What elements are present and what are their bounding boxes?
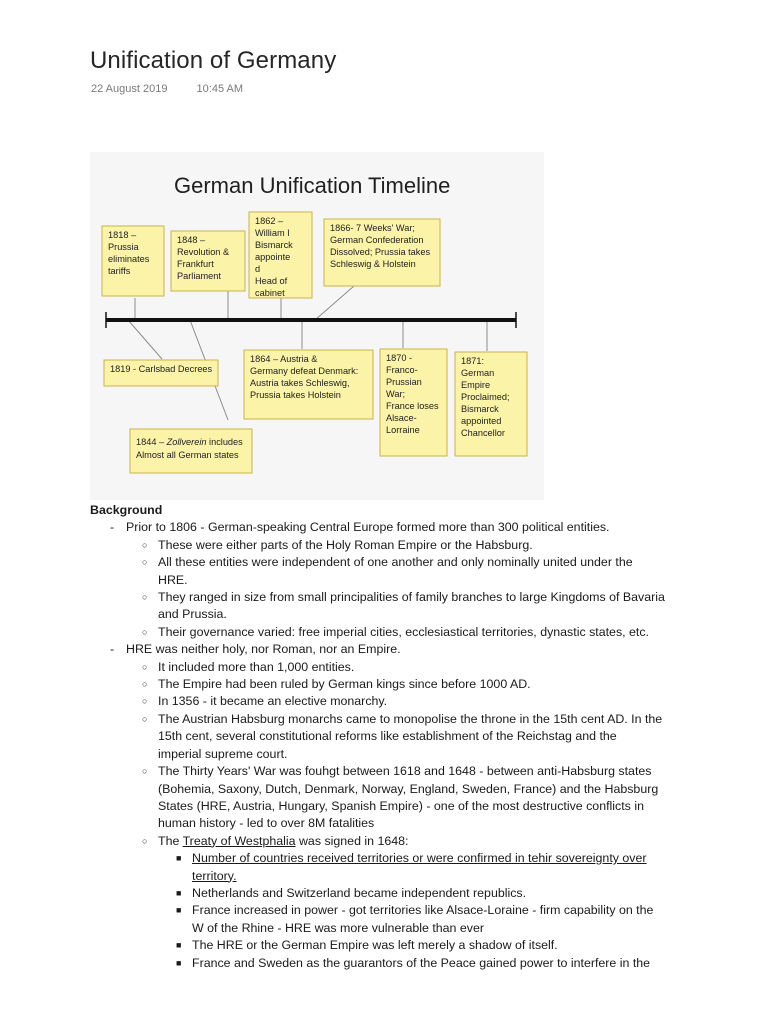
timeline-title: German Unification Timeline <box>174 173 451 198</box>
zollverein-suffix: includes <box>206 437 243 447</box>
circle-bullet-icon: ○ <box>142 835 148 846</box>
bullet-text: HRE was neither holy, nor Roman, nor an Empire. <box>126 642 401 657</box>
bullet-level-2 <box>90 606 710 623</box>
connector <box>128 320 162 359</box>
event-box-line: appointed <box>461 416 502 426</box>
bullet-text: They ranged in size from small principalities of family branches to large Kingdoms of Bavaria <box>158 590 665 605</box>
event-box-above-4 <box>324 219 440 286</box>
bullet-text: Number of countries received territories or were confirmed in tehir sovereignty over <box>192 851 647 866</box>
square-bullet-icon: ■ <box>176 957 182 968</box>
event-box-line: Lorraine <box>386 425 420 435</box>
bullet-level-2 <box>90 659 710 676</box>
bullet-level-2 <box>90 833 710 850</box>
event-box-above-1 <box>102 226 164 296</box>
bullet-level-2 <box>90 572 710 589</box>
event-box-line: 1848 – <box>177 235 206 245</box>
section-heading: Background <box>90 503 163 517</box>
bullet-level-2 <box>90 624 710 641</box>
event-box-line: eliminates <box>108 254 150 264</box>
bullet-text: The Thirty Years' War was fouhgt between 1618 and 1648 - between anti-Habsburg states <box>158 764 652 779</box>
bullet-text: Prior to 1806 - German-speaking Central Europe formed more than 300 political entities. <box>126 520 610 535</box>
bullet-text: HRE. <box>158 572 188 587</box>
event-box-line: War; <box>386 389 406 399</box>
page-time: 10:45 AM <box>196 83 244 95</box>
zollverein-prefix: 1844 – <box>136 437 167 447</box>
circle-bullet-icon: ○ <box>142 661 148 672</box>
bullet-level-2 <box>90 676 710 693</box>
event-box-zollverein <box>130 429 252 473</box>
event-box-above-3 <box>249 212 312 298</box>
page-date: 22 August 2019 <box>91 83 168 95</box>
event-box-line: cabinet <box>255 288 285 298</box>
event-box-line: appointe <box>255 252 291 262</box>
bullet-level-2 <box>90 537 710 554</box>
circle-bullet-icon: ○ <box>142 592 148 603</box>
bullet-text: and Prussia. <box>158 607 227 622</box>
square-bullet-icon: ■ <box>176 905 182 916</box>
timeline-svg <box>90 152 544 500</box>
timeline-figure <box>90 152 544 500</box>
bullet-text: (Bohemia, Saxony, Dutch, Denmark, Norway, England, Sweden, France) and the Habsburg <box>158 781 659 796</box>
event-box-line: Bismarck <box>461 404 499 414</box>
event-box-line: 1864 – Austria & <box>250 354 318 364</box>
bullet-text: territory. <box>192 868 237 883</box>
event-box-line: 1866- 7 Weeks' War; <box>330 223 415 233</box>
bullet-text: It included more than 1,000 entities. <box>158 659 355 674</box>
event-box-line: Dissolved; Prussia takes <box>330 247 431 257</box>
bullet-text: The <box>158 833 183 848</box>
bullet-text: The Empire had been ruled by German kings since before 1000 AD. <box>158 677 531 692</box>
bullet-level-2 <box>90 589 710 606</box>
event-box-line: Prussia takes Holstein <box>250 390 341 400</box>
event-box-line: tariffs <box>108 266 131 276</box>
event-box-below-1 <box>104 360 218 386</box>
bullet-text: States (HRE, Austria, Hungary, Spanish Empire) - one of the most destructive conflicts in <box>158 798 644 813</box>
event-box-line: 1871: <box>461 356 484 366</box>
bullet-level-3 <box>90 902 710 919</box>
circle-bullet-icon: ○ <box>142 557 148 568</box>
event-box-line: William I <box>255 228 290 238</box>
event-box-below-3 <box>380 349 447 456</box>
underlined-text: Treaty of Westphalia <box>182 833 296 848</box>
bullet-text: The HRE or the German Empire was left merely a shadow of itself. <box>192 938 558 953</box>
event-box-line: Prussia <box>108 242 139 252</box>
connector <box>315 286 354 320</box>
bullet-text: France increased in power - got territories like Alsace-Loraine - firm capability on the <box>192 903 654 918</box>
dash-bullet-icon: - <box>110 520 115 535</box>
event-box-above-2 <box>171 231 245 291</box>
event-box-line: Austria takes Schleswig, <box>250 378 350 388</box>
event-box-line: Frankfurt <box>177 259 214 269</box>
event-box-line: 1818 – <box>108 230 137 240</box>
event-box-line: Head of <box>255 276 288 286</box>
event-box-below-2 <box>244 350 373 419</box>
circle-bullet-icon: ○ <box>142 766 148 777</box>
event-box-line: Alsace- <box>386 413 417 423</box>
event-box-line: Almost all German states <box>136 450 239 460</box>
circle-bullet-icon: ○ <box>142 679 148 690</box>
event-box-line: Proclaimed; <box>461 392 510 402</box>
event-box-line: Germany defeat Denmark: <box>250 366 359 376</box>
circle-bullet-icon: ○ <box>142 626 148 637</box>
bullet-level-3 <box>90 850 710 867</box>
bullet-level-2 <box>90 693 710 710</box>
bullet-level-2 <box>90 711 710 728</box>
bullet-text: Their governance varied: free imperial cities, ecclesiastical territories, dynastic states, etc. <box>158 624 650 639</box>
bullet-level-3 <box>90 955 710 972</box>
bullet-text: W of the Rhine - HRE was more vulnerable than ever <box>192 920 484 935</box>
bullet-text: The Austrian Habsburg monarchs came to monopolise the throne in the 15th cent AD. In the <box>158 711 663 726</box>
bullet-text: human history - led to over 8M fatalities <box>158 816 375 831</box>
circle-bullet-icon: ○ <box>142 539 148 550</box>
page-title: Unification of Germany <box>90 47 337 74</box>
bullet-level-2 <box>90 815 710 832</box>
event-box-line: Franco- <box>386 365 418 375</box>
bullet-level-2 <box>90 728 710 745</box>
page-meta <box>91 83 243 95</box>
bullet-text: France and Sweden as the guarantors of the Peace gained power to interfere in the <box>192 955 651 970</box>
bullet-text: These were either parts of the Holy Roman Empire or the Habsburg. <box>158 537 533 552</box>
event-box-line: 1819 - Carlsbad Decrees <box>110 364 213 374</box>
event-box-line: Parliament <box>177 271 221 281</box>
bullet-level-1 <box>90 519 710 536</box>
bullet-level-2 <box>90 798 710 815</box>
event-box-line: Prussian <box>386 377 422 387</box>
event-box-line: d <box>255 264 261 274</box>
bullet-level-3 <box>90 920 710 937</box>
bullet-level-3 <box>90 868 710 885</box>
event-box-line: German <box>461 368 495 378</box>
event-box-line: Revolution & <box>177 247 230 257</box>
event-box-line: Schleswig & Holstein <box>330 259 416 269</box>
bullet-level-1 <box>90 641 710 658</box>
bullet-text: Netherlands and Switzerland became independent republics. <box>192 885 527 900</box>
circle-bullet-icon: ○ <box>142 696 148 707</box>
bullet-text: imperial supreme court. <box>158 746 288 761</box>
notes-body <box>90 502 710 972</box>
event-boxes <box>102 212 527 456</box>
event-box-line: Bismarck <box>255 240 293 250</box>
bullet-level-3 <box>90 885 710 902</box>
square-bullet-icon: ■ <box>176 887 182 898</box>
event-box-line: Chancellor <box>461 428 505 438</box>
bullet-level-2 <box>90 746 710 763</box>
bullet-level-2 <box>90 763 710 780</box>
bullet-text: All these entities were independent of one another and only nominally united under the <box>158 555 633 570</box>
bullet-text: was signed in 1648: <box>295 833 409 848</box>
event-box-below-4 <box>455 352 527 456</box>
zollverein-italic: Zollverein <box>166 437 207 447</box>
event-box-line: German Confederation <box>330 235 424 245</box>
bullet-level-2 <box>90 781 710 798</box>
bullet-text: 15th cent, several constitutional reforms like establishment of the Reichstag and the <box>158 729 617 744</box>
event-box-line <box>136 437 243 447</box>
circle-bullet-icon: ○ <box>142 713 148 724</box>
bullet-level-3 <box>90 937 710 954</box>
event-box-line: 1870 - <box>386 353 413 363</box>
event-box-line: 1862 – <box>255 216 284 226</box>
dash-bullet-icon: - <box>110 642 115 657</box>
bullet-level-2 <box>90 554 710 571</box>
event-box-line: Empire <box>461 380 491 390</box>
bullet-text: In 1356 - it became an elective monarchy. <box>158 694 388 709</box>
event-box-line: France loses <box>386 401 439 411</box>
square-bullet-icon: ■ <box>176 853 182 864</box>
square-bullet-icon: ■ <box>176 940 182 951</box>
